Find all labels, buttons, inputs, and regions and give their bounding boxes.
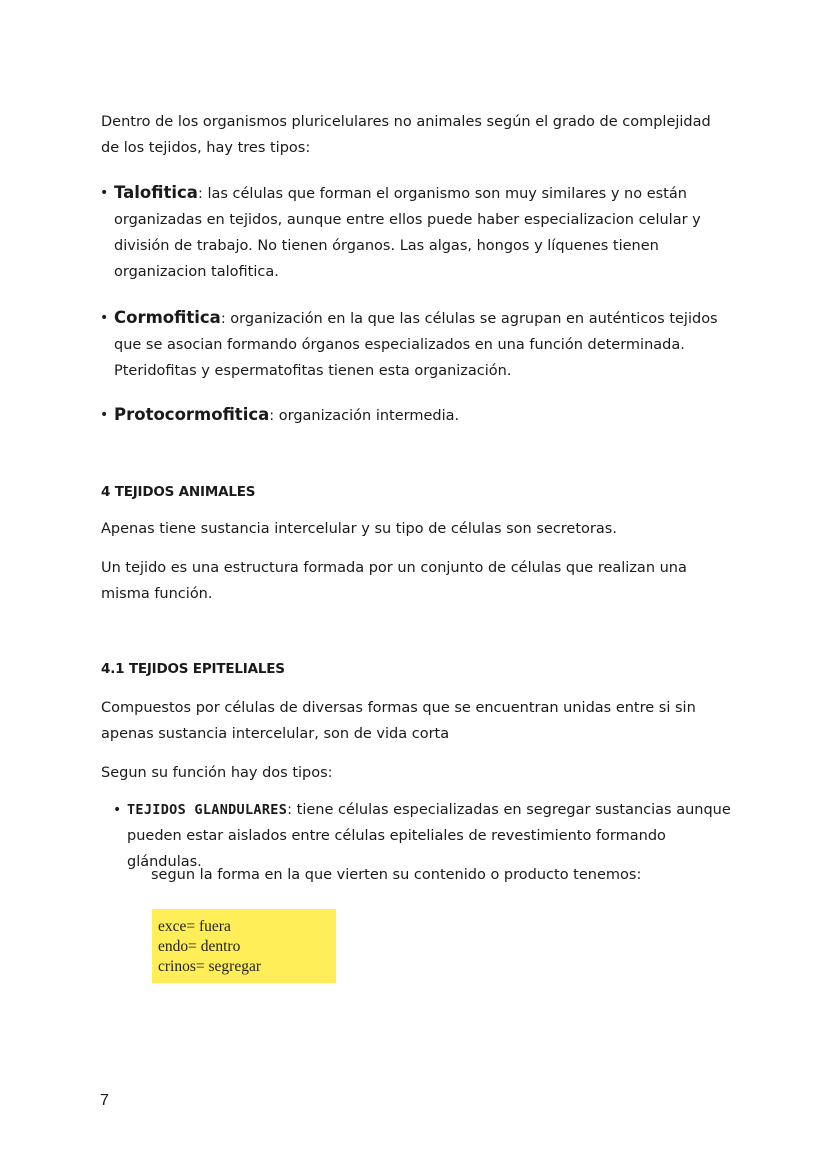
definition-tejidos-glandulares: : tiene células especializadas en segregar sustancias aunque pueden estar aislados entre células epiteliales de revestimiento formando glándulas. [127, 802, 731, 870]
bullet-icon: • [100, 310, 109, 326]
highlight-note-box [152, 909, 336, 983]
definition-protocormofitica: : organización intermedia. [269, 408, 460, 424]
section41-paragraph-2: Segun su función hay dos tipos: [101, 765, 333, 781]
list-item-cormofitica [100, 305, 719, 384]
bullet-icon: • [113, 802, 122, 818]
section-heading-tejidos-animales: 4 TEJIDOS ANIMALES [101, 484, 256, 500]
definition-cormofitica: : organización en la que las células se agrupan en auténticos tejidos que se asocian formando órganos especializados en una función determinada. Pteridofitas y espermatofitas tienen esta organización. [114, 311, 718, 379]
term-cormofitica: Cormofitica [114, 308, 221, 327]
page-number: 7 [100, 1092, 109, 1109]
intro-paragraph: Dentro de los organismos pluricelulares no animales según el grado de complejidad de los tejidos, hay tres tipos: [101, 114, 711, 156]
list-item-protocormofitica [100, 402, 714, 429]
term-talofitica: Talofitica [114, 183, 198, 202]
note-line-exce: exce= fuera [158, 918, 231, 935]
section4-paragraph-2: Un tejido es una estructura formada por un conjunto de células que realizan una misma función. [101, 560, 687, 602]
term-tejidos-glandulares: TEJIDOS GLANDULARES [127, 802, 288, 818]
section41-paragraph-1: Compuestos por células de diversas formas que se encuentran unidas entre si sin apenas sustancia intercelular, son de vida corta [101, 700, 696, 742]
note-line-endo: endo= dentro [158, 938, 241, 955]
bullet-icon: • [100, 407, 109, 423]
section4-paragraph-1: Apenas tiene sustancia intercelular y su tipo de células son secretoras. [101, 521, 617, 537]
bullet-icon: • [100, 185, 109, 201]
sub-paragraph: segun la forma en la que vierten su contenido o producto tenemos: [151, 867, 642, 883]
list-item-talofitica [100, 180, 714, 285]
note-line-crinos: crinos= segregar [158, 958, 261, 975]
section-heading-tejidos-epiteliales: 4.1 TEJIDOS EPITELIALES [101, 661, 285, 677]
term-protocormofitica: Protocormofitica [114, 405, 270, 424]
definition-talofitica: : las células que forman el organismo son muy similares y no están organizadas en tejidos, aunque entre ellos puede haber especializacion celular y división de trabajo. No tienen órganos. Las algas, hongos y líquenes tienen organizacion talofitica. [114, 186, 701, 280]
